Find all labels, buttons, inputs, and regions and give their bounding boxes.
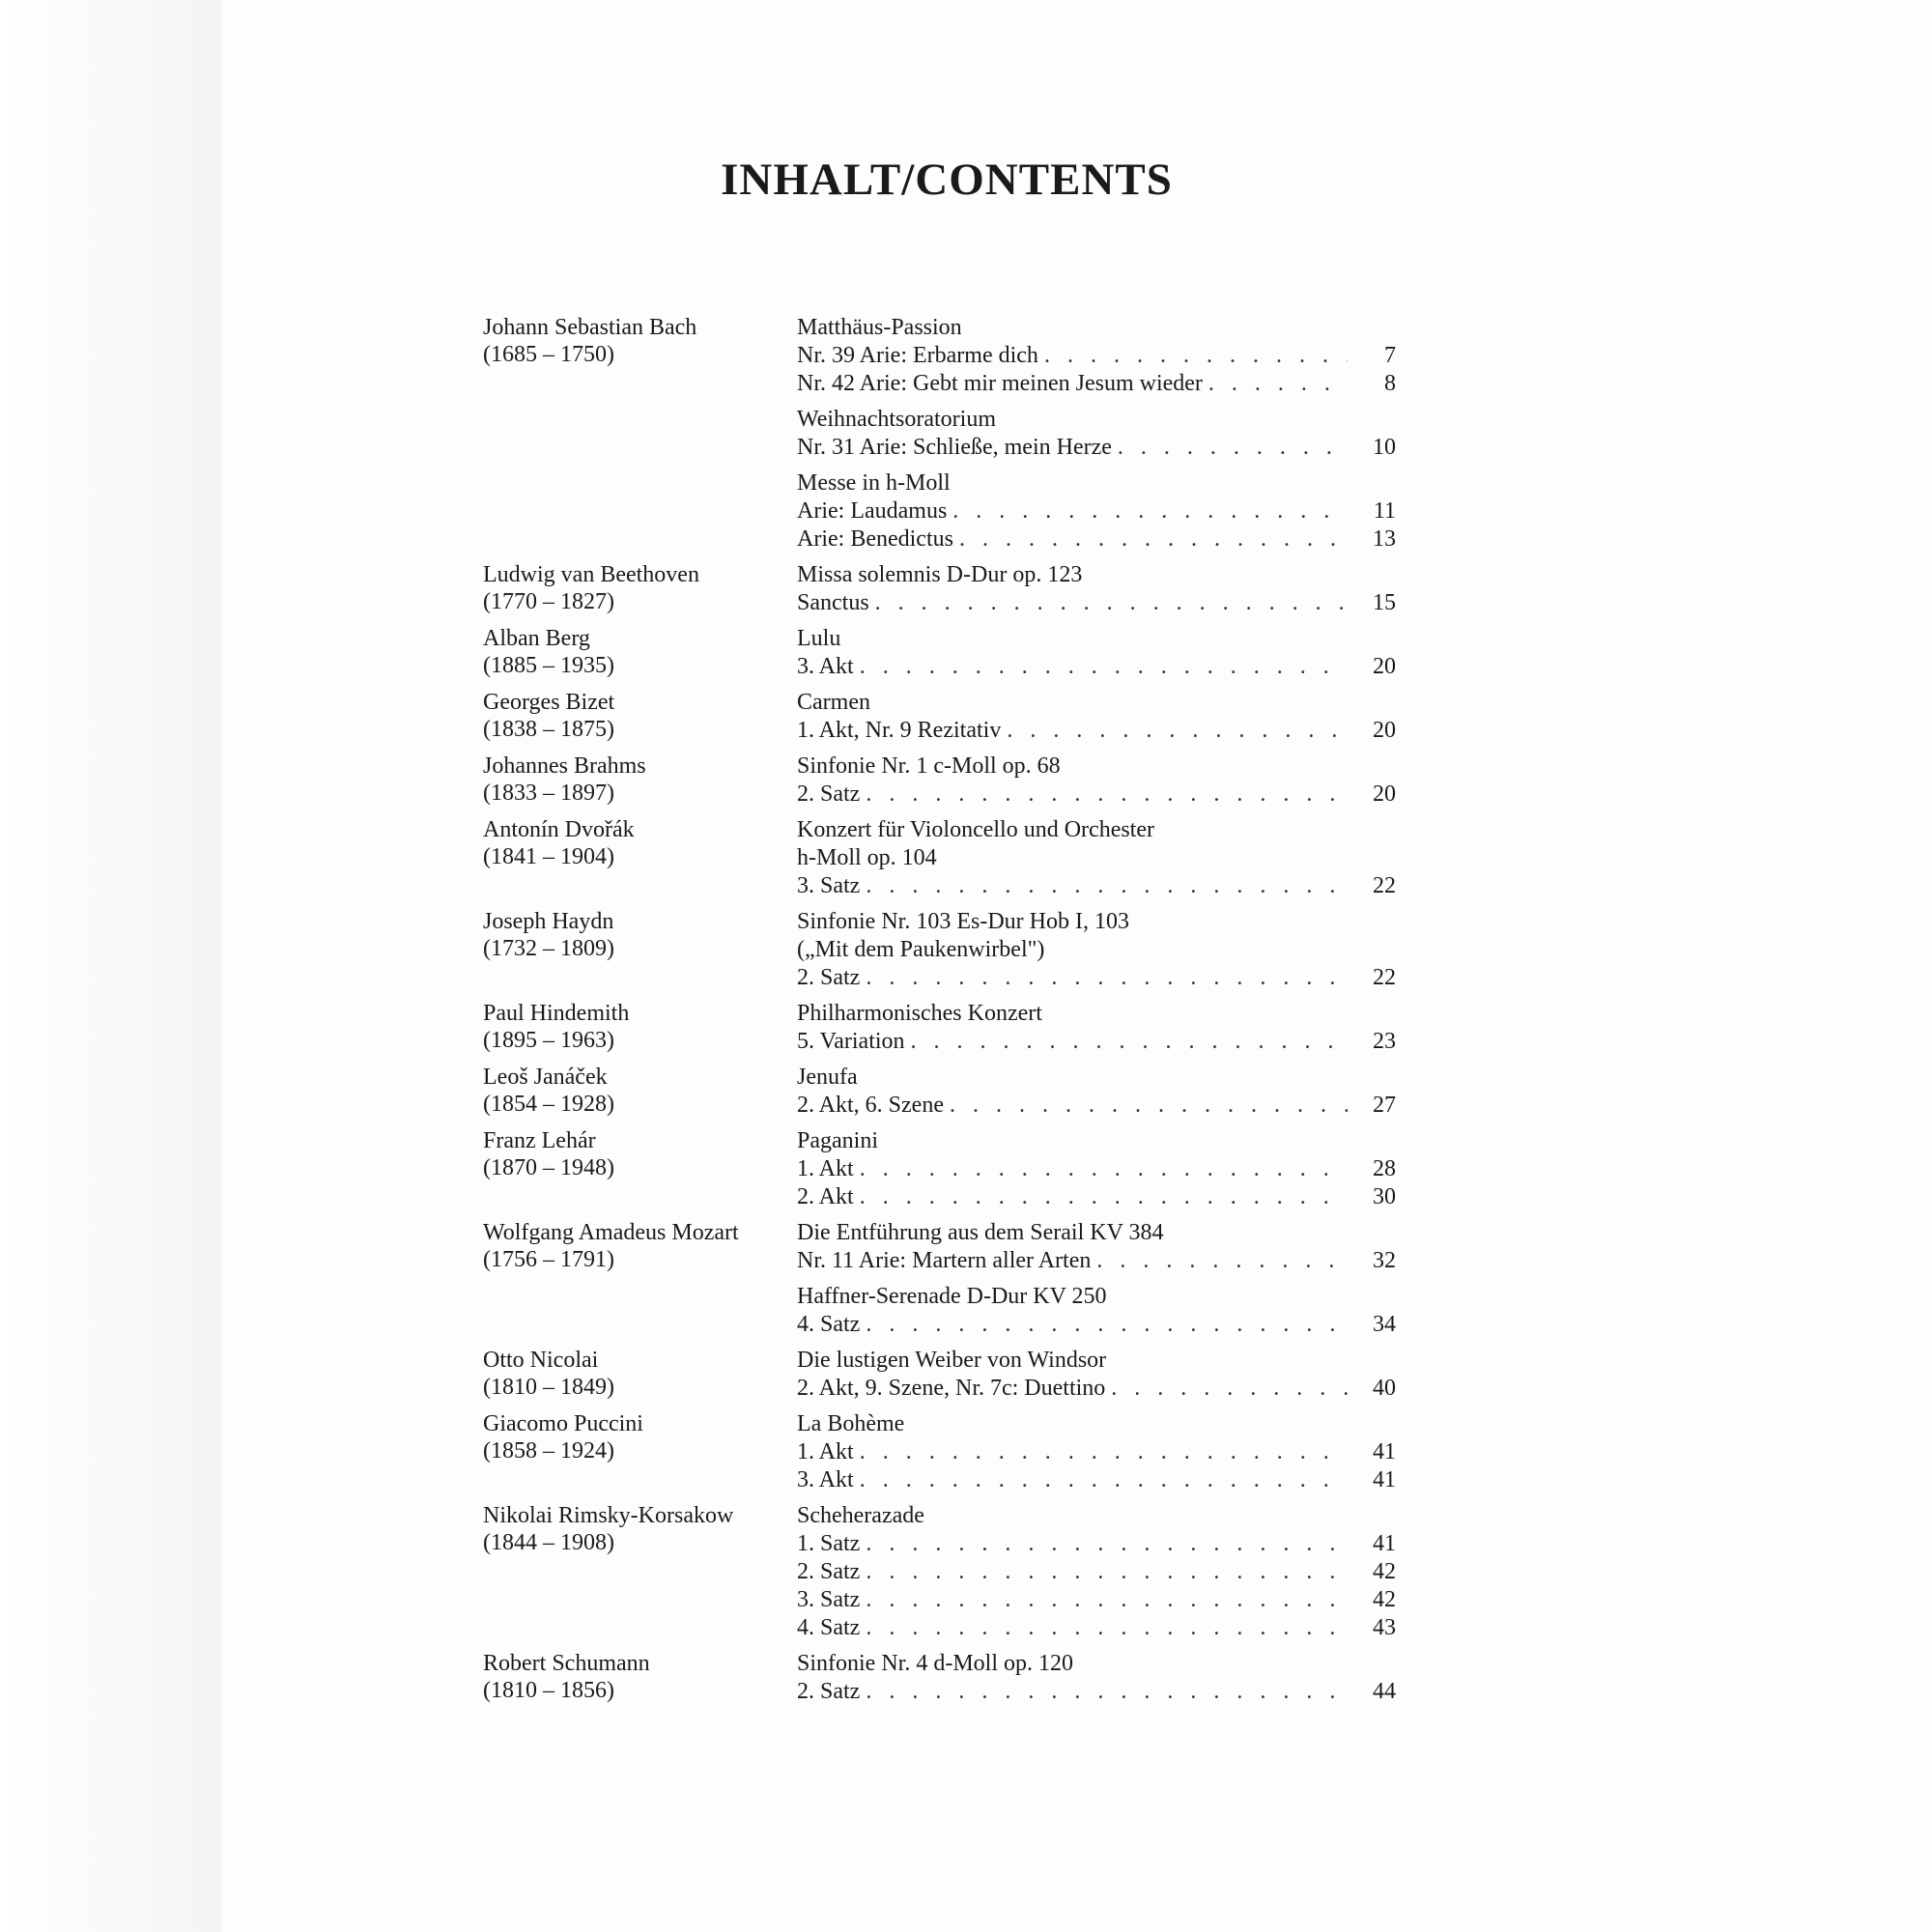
- composer-years: (1810 – 1849): [483, 1375, 614, 1400]
- composer-block: [483, 625, 792, 679]
- dot-leader: [1208, 370, 1348, 398]
- toc-entry: [483, 1347, 1410, 1403]
- composer-years: (1838 – 1875): [483, 717, 614, 742]
- dot-leader: [860, 1466, 1348, 1494]
- page-number: 40: [1373, 1376, 1396, 1401]
- dot-leader: [1096, 1247, 1348, 1275]
- item-label: Nr. 11 Arie: Martern aller Arten: [797, 1248, 1092, 1273]
- page-number: 20: [1373, 781, 1396, 807]
- composer-name: Antonín Dvořák: [483, 817, 635, 842]
- work-title: Sinfonie Nr. 1 c-Moll op. 68: [797, 753, 1061, 779]
- composer-name: Wolfgang Amadeus Mozart: [483, 1220, 739, 1245]
- work: [797, 1219, 1396, 1275]
- page-number: 30: [1373, 1184, 1396, 1209]
- work: [797, 406, 1396, 462]
- work-title: Konzert für Violoncello und Orchester: [797, 817, 1154, 842]
- toc-item: [797, 434, 1396, 462]
- composer-name: Georges Bizet: [483, 690, 615, 715]
- dot-leader: [952, 497, 1348, 526]
- toc-item: [797, 653, 1396, 681]
- work: [797, 1650, 1396, 1706]
- work-title: Philharmonisches Konzert: [797, 1001, 1042, 1026]
- toc-entry: [483, 1410, 1410, 1494]
- composer-years: (1870 – 1948): [483, 1155, 614, 1180]
- composer-block: [483, 1502, 792, 1556]
- dot-leader: [860, 653, 1348, 681]
- composer-years: (1756 – 1791): [483, 1247, 614, 1272]
- work-title: Paganini: [797, 1128, 878, 1153]
- toc-entry: [483, 1219, 1410, 1339]
- toc-item: [797, 1558, 1396, 1586]
- item-label: 1. Akt: [797, 1439, 854, 1464]
- toc-item: [797, 1028, 1396, 1056]
- toc-item: [797, 1092, 1396, 1120]
- composer-name: Otto Nicolai: [483, 1348, 599, 1373]
- dot-leader: [1118, 434, 1348, 462]
- toc-item: [797, 497, 1396, 526]
- works-list: [797, 1502, 1396, 1642]
- composer-years: (1885 – 1935): [483, 653, 614, 678]
- toc-item: [797, 1155, 1396, 1183]
- toc-item: [797, 872, 1396, 900]
- dot-leader: [950, 1092, 1348, 1120]
- dot-leader: [1044, 342, 1348, 370]
- work-title: La Bohème: [797, 1411, 905, 1436]
- work-title: Die Entführung aus dem Serail KV 384: [797, 1220, 1164, 1245]
- toc-item: [797, 1530, 1396, 1558]
- toc-item: [797, 589, 1396, 617]
- dot-leader: [875, 589, 1348, 617]
- toc-item: [797, 1586, 1396, 1614]
- works-list: [797, 1410, 1396, 1494]
- work: [797, 314, 1396, 398]
- composer-name: Ludwig van Beethoven: [483, 562, 699, 587]
- page-number: 41: [1373, 1531, 1396, 1556]
- work: [797, 1000, 1396, 1056]
- toc-item: [797, 1438, 1396, 1466]
- work: [797, 753, 1396, 809]
- composer-name: Joseph Haydn: [483, 909, 614, 934]
- item-label: 3. Akt: [797, 654, 854, 679]
- composer-block: [483, 753, 792, 807]
- item-label: 3. Satz: [797, 1587, 861, 1612]
- works-list: [797, 1127, 1396, 1211]
- toc-entry: [483, 689, 1410, 745]
- toc-entry: [483, 1502, 1410, 1642]
- item-label: Nr. 39 Arie: Erbarme dich: [797, 343, 1038, 368]
- composer-block: [483, 1000, 792, 1054]
- work-title: Matthäus-Passion: [797, 315, 962, 340]
- toc-item: [797, 1466, 1396, 1494]
- work-title: Sinfonie Nr. 4 d-Moll op. 120: [797, 1651, 1073, 1676]
- work: [797, 1064, 1396, 1120]
- work-title: Lulu: [797, 626, 841, 651]
- toc-item: [797, 1678, 1396, 1706]
- item-label: 2. Satz: [797, 965, 861, 990]
- dot-leader: [1007, 717, 1348, 745]
- work: [797, 689, 1396, 745]
- page-title: INHALT/CONTENTS: [721, 155, 1173, 206]
- toc-entry: [483, 908, 1410, 992]
- page-number: 41: [1373, 1439, 1396, 1464]
- dot-leader: [866, 1678, 1348, 1706]
- dot-leader: [866, 781, 1348, 809]
- dot-leader: [866, 1614, 1348, 1642]
- composer-block: [483, 1650, 792, 1704]
- page-number: 32: [1373, 1248, 1396, 1273]
- page-number: 10: [1373, 435, 1396, 460]
- page-number: 43: [1373, 1615, 1396, 1640]
- composer-years: (1854 – 1928): [483, 1092, 614, 1117]
- works-list: [797, 1650, 1396, 1706]
- dot-leader: [959, 526, 1348, 554]
- toc-item: [797, 781, 1396, 809]
- page-number: 20: [1373, 718, 1396, 743]
- page-number: 22: [1373, 873, 1396, 898]
- toc-entry: [483, 816, 1410, 900]
- toc-item: [797, 526, 1396, 554]
- item-label: 1. Akt: [797, 1156, 854, 1181]
- item-label: Sanctus: [797, 590, 869, 615]
- work-title: Messe in h-Moll: [797, 470, 951, 496]
- toc-entry: [483, 1650, 1410, 1706]
- work: [797, 908, 1396, 992]
- composer-name: Franz Lehár: [483, 1128, 596, 1153]
- works-list: [797, 816, 1396, 900]
- composer-years: (1732 – 1809): [483, 936, 614, 961]
- work: [797, 1502, 1396, 1642]
- composer-block: [483, 1219, 792, 1273]
- item-label: 2. Satz: [797, 1559, 861, 1584]
- page-number: 7: [1384, 343, 1396, 368]
- composer-years: (1841 – 1904): [483, 844, 614, 869]
- works-list: [797, 1064, 1396, 1120]
- work-subtitle: h-Moll op. 104: [797, 845, 937, 870]
- page-number: 34: [1373, 1312, 1396, 1337]
- page-number: 42: [1373, 1587, 1396, 1612]
- item-label: 5. Variation: [797, 1029, 905, 1054]
- composer-name: Robert Schumann: [483, 1651, 650, 1676]
- composer-years: (1858 – 1924): [483, 1438, 614, 1463]
- composer-years: (1895 – 1963): [483, 1028, 614, 1053]
- works-list: [797, 689, 1396, 745]
- composer-block: [483, 1064, 792, 1118]
- work: [797, 816, 1396, 900]
- composer-block: [483, 1410, 792, 1464]
- toc-item: [797, 1247, 1396, 1275]
- dot-leader: [911, 1028, 1348, 1056]
- toc-item: [797, 1183, 1396, 1211]
- item-label: Nr. 42 Arie: Gebt mir meinen Jesum wieder: [797, 371, 1203, 396]
- dot-leader: [866, 1558, 1348, 1586]
- works-list: [797, 1219, 1396, 1339]
- work: [797, 469, 1396, 554]
- item-label: 2. Satz: [797, 1679, 861, 1704]
- composer-block: [483, 314, 792, 368]
- toc-entry: [483, 1000, 1410, 1056]
- page-number: 23: [1373, 1029, 1396, 1054]
- dot-leader: [860, 1155, 1348, 1183]
- toc-entry: [483, 314, 1410, 554]
- toc-item: [797, 1311, 1396, 1339]
- composer-block: [483, 689, 792, 743]
- composer-name: Nikolai Rimsky-Korsakow: [483, 1503, 734, 1528]
- item-label: 1. Satz: [797, 1531, 861, 1556]
- works-list: [797, 625, 1396, 681]
- dot-leader: [866, 1311, 1348, 1339]
- dot-leader: [860, 1438, 1348, 1466]
- page-margin: [0, 0, 222, 1932]
- composer-name: Johannes Brahms: [483, 753, 646, 779]
- page-number: 15: [1373, 590, 1396, 615]
- work-title: Carmen: [797, 690, 870, 715]
- composer-name: Giacomo Puccini: [483, 1411, 643, 1436]
- toc-entry: [483, 625, 1410, 681]
- work-title: Scheherazade: [797, 1503, 924, 1528]
- toc-entry: [483, 1127, 1410, 1211]
- works-list: [797, 561, 1396, 617]
- work-title: Sinfonie Nr. 103 Es-Dur Hob I, 103: [797, 909, 1129, 934]
- item-label: Arie: Laudamus: [797, 498, 948, 524]
- works-list: [797, 1347, 1396, 1403]
- work: [797, 1347, 1396, 1403]
- dot-leader: [1111, 1375, 1348, 1403]
- toc-item: [797, 964, 1396, 992]
- composer-block: [483, 561, 792, 615]
- work-title: Weihnachtsoratorium: [797, 407, 997, 432]
- toc-entry: [483, 1064, 1410, 1120]
- work-title: Haffner-Serenade D-Dur KV 250: [797, 1284, 1107, 1309]
- table-of-contents: [483, 314, 1410, 1714]
- item-label: 2. Akt, 9. Szene, Nr. 7c: Duettino: [797, 1376, 1106, 1401]
- item-label: 3. Satz: [797, 873, 861, 898]
- dot-leader: [866, 1530, 1348, 1558]
- item-label: 3. Akt: [797, 1467, 854, 1492]
- page-number: 42: [1373, 1559, 1396, 1584]
- composer-block: [483, 908, 792, 962]
- dot-leader: [866, 1586, 1348, 1614]
- composer-years: (1770 – 1827): [483, 589, 614, 614]
- composer-name: Leoš Janáček: [483, 1065, 608, 1090]
- toc-item: [797, 1614, 1396, 1642]
- page-number: 28: [1373, 1156, 1396, 1181]
- works-list: [797, 314, 1396, 554]
- work: [797, 1283, 1396, 1339]
- item-label: 2. Akt, 6. Szene: [797, 1093, 944, 1118]
- composer-years: (1810 – 1856): [483, 1678, 614, 1703]
- work: [797, 561, 1396, 617]
- work-title: Jenufa: [797, 1065, 858, 1090]
- toc-item: [797, 1375, 1396, 1403]
- item-label: 2. Akt: [797, 1184, 854, 1209]
- composer-years: (1685 – 1750): [483, 342, 614, 367]
- toc-item: [797, 370, 1396, 398]
- composer-block: [483, 1347, 792, 1401]
- composer-name: Paul Hindemith: [483, 1001, 630, 1026]
- page-number: 20: [1373, 654, 1396, 679]
- page-number: 27: [1373, 1093, 1396, 1118]
- dot-leader: [866, 964, 1348, 992]
- composer-block: [483, 1127, 792, 1181]
- dot-leader: [866, 872, 1348, 900]
- page-number: 8: [1384, 371, 1396, 396]
- work: [797, 625, 1396, 681]
- page-number: 41: [1373, 1467, 1396, 1492]
- item-label: 2. Satz: [797, 781, 861, 807]
- toc-item: [797, 342, 1396, 370]
- item-label: 1. Akt, Nr. 9 Rezitativ: [797, 718, 1002, 743]
- works-list: [797, 1000, 1396, 1056]
- works-list: [797, 908, 1396, 992]
- work: [797, 1127, 1396, 1211]
- toc-entry: [483, 753, 1410, 809]
- item-label: Arie: Benedictus: [797, 526, 953, 552]
- page-number: 13: [1373, 526, 1396, 552]
- works-list: [797, 753, 1396, 809]
- work-subtitle: („Mit dem Paukenwirbel"): [797, 937, 1045, 962]
- item-label: 4. Satz: [797, 1615, 861, 1640]
- work-title: Missa solemnis D-Dur op. 123: [797, 562, 1083, 587]
- toc-item: [797, 717, 1396, 745]
- page-number: 22: [1373, 965, 1396, 990]
- page-number: 44: [1373, 1679, 1396, 1704]
- composer-name: Alban Berg: [483, 626, 590, 651]
- item-label: 4. Satz: [797, 1312, 861, 1337]
- item-label: Nr. 31 Arie: Schließe, mein Herze: [797, 435, 1112, 460]
- page-number: 11: [1373, 498, 1396, 524]
- composer-years: (1844 – 1908): [483, 1530, 614, 1555]
- composer-years: (1833 – 1897): [483, 781, 614, 806]
- composer-block: [483, 816, 792, 870]
- work-title: Die lustigen Weiber von Windsor: [797, 1348, 1107, 1373]
- toc-entry: [483, 561, 1410, 617]
- dot-leader: [860, 1183, 1348, 1211]
- work: [797, 1410, 1396, 1494]
- composer-name: Johann Sebastian Bach: [483, 315, 697, 340]
